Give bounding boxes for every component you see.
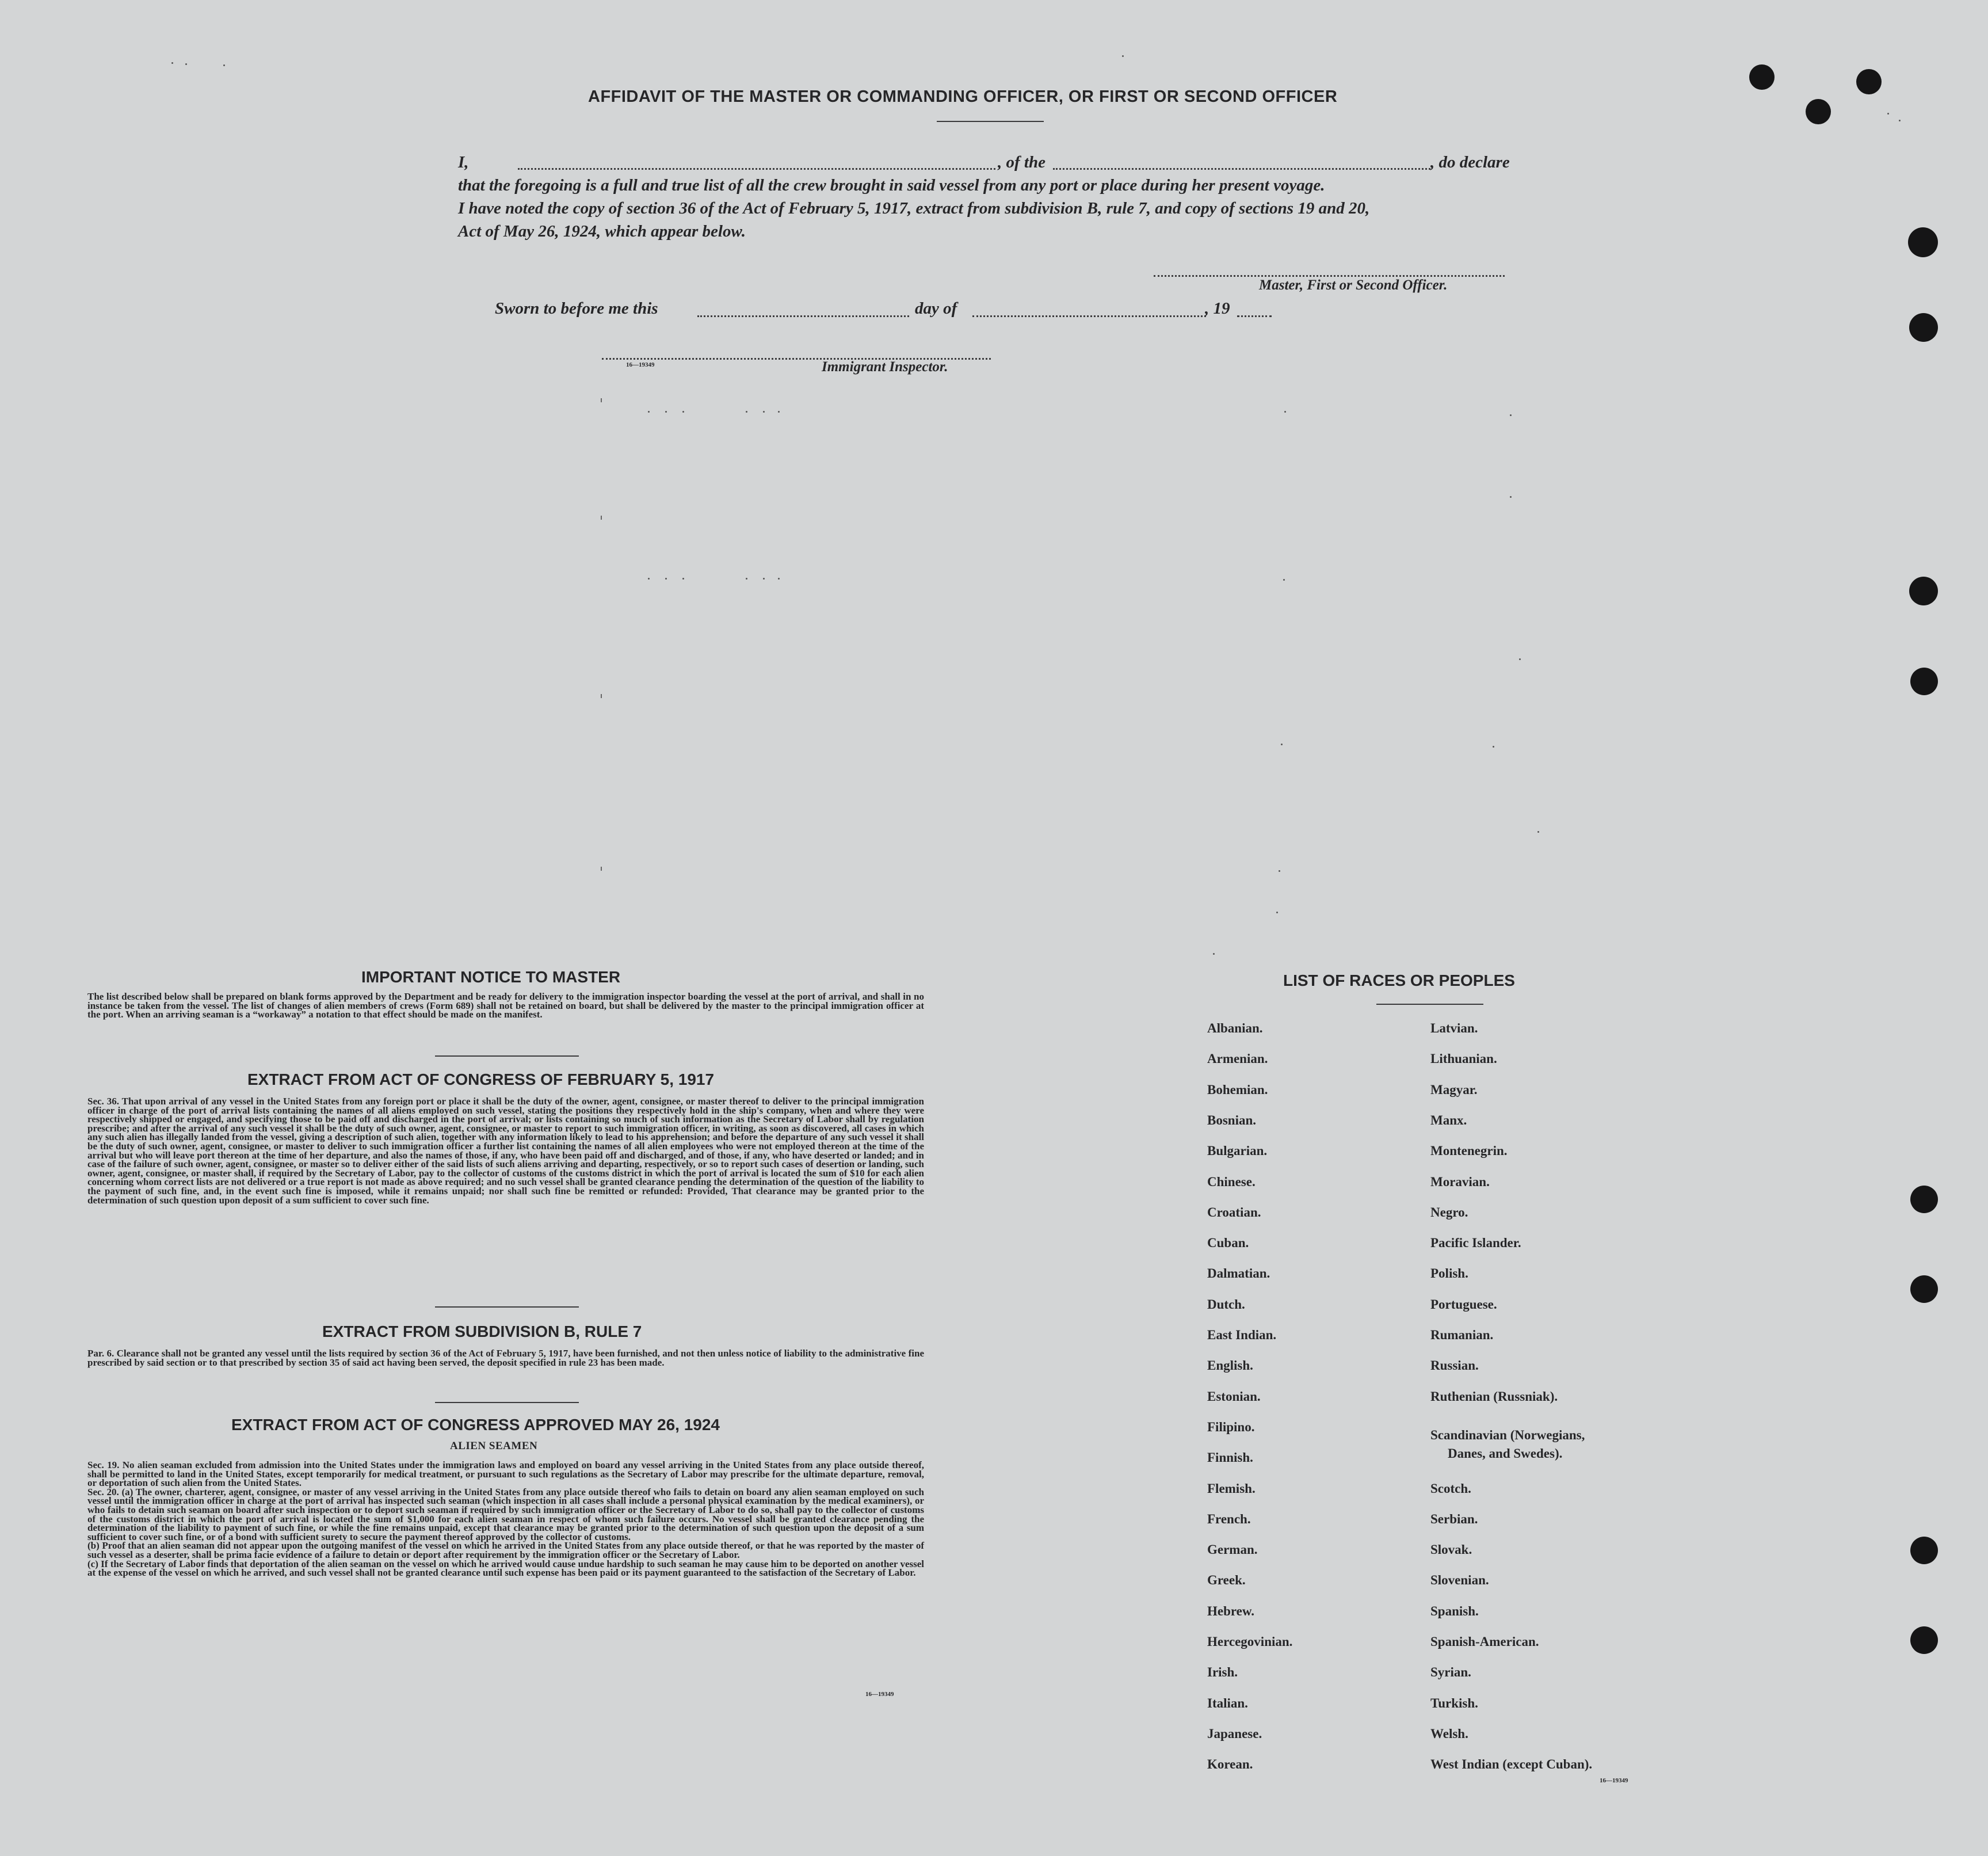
race-item: Scotch. (1430, 1481, 1471, 1496)
faint-mark (648, 411, 650, 413)
race-item: West Indian (except Cuban). (1430, 1757, 1593, 1771)
punch-hole (1908, 227, 1938, 257)
race-item: Albanian. (1207, 1021, 1263, 1035)
notice-title: IMPORTANT NOTICE TO MASTER (361, 968, 621, 986)
divider (435, 1306, 579, 1308)
race-item: Chinese. (1207, 1175, 1256, 1189)
affidavit-form-number: 16—19349 (626, 361, 655, 368)
sworn-label: Sworn to before me this (495, 299, 658, 318)
section-20a-text: Sec. 20. (a) The owner, charterer, agent, consignee, or master of any vessel arriving in the United States from any place outside thereof who fails to detain on board any alien seaman employed on such vessel until the immigration officer in charge at the port of arrival has inspected such seaman (which inspection in all cases shall include a personal physical examination by the medical examiners), or who fails to detain such seaman on board after such inspection or to deport such seaman if required by such immigration officer or the Secretary of Labor to do so, shall pay to the collector of customs of the customs district in which the port of arrival is located the sum of $1,000 for each alien seaman in respect of whom such failure occurs. No vessel shall be granted clearance pending the determination of the liability to payment of such fine, or while the fine remains unpaid, except that clearance may be granted prior to the determination of such question upon the deposit of a sum sufficient to cover such fine, or of a bond with sufficient surety to secure the payment thereof approved by the collector of customs. (87, 1486, 924, 1542)
race-item: French. (1207, 1512, 1251, 1526)
race-item: Bulgarian. (1207, 1144, 1268, 1158)
sworn-day-field[interactable] (697, 315, 909, 317)
faint-mark (1283, 579, 1285, 581)
race-item: Slovak. (1430, 1542, 1472, 1557)
master-signature-label: Master, First or Second Officer. (1259, 277, 1448, 293)
race-item: Danes, and Swedes). (1448, 1446, 1563, 1461)
faint-mark (1276, 912, 1278, 913)
race-item: Polish. (1430, 1266, 1468, 1280)
punch-hole (1910, 1275, 1938, 1303)
race-item: Korean. (1207, 1757, 1253, 1771)
faint-mark (682, 578, 684, 580)
race-item: Ruthenian (Russniak). (1430, 1389, 1558, 1404)
extract-form-number: 16—19349 (865, 1691, 894, 1698)
faint-mark (1122, 55, 1124, 57)
divider (435, 1055, 579, 1057)
race-item: English. (1207, 1358, 1253, 1373)
declarant-label: I, (458, 153, 469, 172)
faint-mark (601, 867, 602, 871)
declaration-line-4: Act of May 26, 1924, which appear below. (458, 222, 746, 241)
race-item: Lithuanian. (1430, 1051, 1497, 1066)
faint-mark (1510, 496, 1512, 498)
race-item: Syrian. (1430, 1665, 1471, 1679)
race-item: Filipino. (1207, 1420, 1255, 1434)
faint-mark (601, 398, 602, 402)
race-item: Turkish. (1430, 1696, 1478, 1710)
inspector-signature-label: Immigrant Inspector. (822, 359, 948, 375)
punch-hole (1910, 668, 1938, 695)
sworn-year-field[interactable] (1237, 315, 1272, 317)
faint-mark (1279, 870, 1280, 872)
extract-1917-text: Sec. 36. That upon arrival of any vessel in the United States from any foreign port or place it shall be the duty of the owner, agent, consignee, or master thereof to deliver to the principal immigration officer in charge of the port of arrival lists containing the names of all aliens employed on such vessel, stating the positions they respectively hold in the ship's company, when and where they were respectively shipped or engaged, and specifying those to be paid off and discharged in the port of arrival; or lists containing so much of such information as the Secretary of Labor shall by regulation prescribe; and after the arrival of any such vessel it shall be the duty of such owner, agent, consignee, or master to report to such immigration officer, in writing, as soon as discovered, all cases in which any such alien has illegally landed from the vessel, giving a description of such alien, together with any information likely to lead to his apprehension; and before the departure of any such vessel it shall be the duty of such owner, agent, consignee, or master to deliver to such immigration officer a further list containing the names of all alien employees who were not employed thereon at the time of the arrival but who will leave port thereon at the time of her departure, and also the names of those, if any, who have been paid off and discharged, and of those, if any, who have deserted or landed; and in case of the failure of such owner, agent, consignee, or master so to deliver either of the said lists of such aliens arriving and departing, respectively, or so to report such cases of desertion or landing, such owner, agent, consignee, or master shall, if required by the Secretary of Labor, pay to the collector of customs of the customs district in which the port of arrival is located the sum of $10 for each alien concerning whom correct lists are not delivered or a true report is not made as above required; and no such vessel shall be granted clearance pending the determination of the question of the liability to the payment of such fine, and, in the event such fine is imposed, while it remains unpaid; nor shall such fine be remitted or refunded: Provided, That clearance may be granted prior to the determination of such question upon deposit of a sum sufficient to cover such fine. (87, 1096, 924, 1206)
race-item: Welsh. (1430, 1727, 1468, 1741)
race-item: Russian. (1430, 1358, 1479, 1373)
faint-mark (223, 64, 225, 66)
faint-mark (763, 411, 765, 413)
extract-1917-title: EXTRACT FROM ACT OF CONGRESS OF FEBRUARY 5, 1917 (247, 1070, 715, 1088)
declarant-name-field[interactable] (518, 168, 995, 170)
faint-mark (601, 694, 602, 698)
declaration-line-2: that the foregoing is a full and true list of all the crew brought in said vessel from any port or place during her present voyage. (458, 176, 1325, 195)
race-item: Estonian. (1207, 1389, 1261, 1404)
punch-hole (1909, 577, 1938, 605)
race-item: Flemish. (1207, 1481, 1256, 1496)
section-20b-text: (b) Proof that an alien seaman did not appear upon the outgoing manifest of the vessel on which he arrived in the United States from any place outside thereof, or that he was reported by the master of such vessel as a deserter, shall be prima facie evidence of a failure to detain or deport after requirement by the immigration officer or the Secretary of Labor. (87, 1540, 924, 1560)
faint-mark (778, 578, 780, 580)
sworn-month-field[interactable] (972, 315, 1206, 317)
race-item: Pacific Islander. (1430, 1236, 1521, 1250)
alien-seamen-subtitle: ALIEN SEAMEN (450, 1440, 538, 1452)
faint-mark (746, 411, 747, 413)
divider (937, 121, 1044, 122)
faint-mark (682, 411, 684, 413)
race-item: Greek. (1207, 1573, 1246, 1587)
race-item: Hercegovinian. (1207, 1634, 1293, 1649)
divider (1376, 1004, 1483, 1005)
races-form-number: 16—19349 (1600, 1777, 1628, 1784)
master-signature-field[interactable] (1154, 275, 1505, 277)
race-item: Croatian. (1207, 1205, 1261, 1219)
race-item: Portuguese. (1430, 1297, 1497, 1312)
race-item: Montenegrin. (1430, 1144, 1508, 1158)
faint-mark (1887, 113, 1889, 115)
affidavit-title: AFFIDAVIT OF THE MASTER OR COMMANDING OFFICER, OR FIRST OR SECOND OFFICER (588, 87, 1338, 106)
faint-mark (778, 411, 780, 413)
faint-mark (1493, 746, 1494, 748)
race-item: Magyar. (1430, 1083, 1478, 1097)
race-item: Latvian. (1430, 1021, 1478, 1035)
faint-mark (601, 516, 602, 520)
punch-hole (1910, 1626, 1938, 1654)
extract-1924-title: EXTRACT FROM ACT OF CONGRESS APPROVED MAY 26, 1924 (231, 1416, 720, 1434)
race-item: Spanish-American. (1430, 1634, 1539, 1649)
race-item: Cuban. (1207, 1236, 1249, 1250)
race-item: Moravian. (1430, 1175, 1490, 1189)
vessel-label: , of the (998, 153, 1045, 172)
faint-mark (1899, 120, 1901, 121)
race-item: Spanish. (1430, 1604, 1479, 1618)
race-item: Japanese. (1207, 1727, 1262, 1741)
subdivision-b-title: EXTRACT FROM SUBDIVISION B, RULE 7 (322, 1323, 642, 1340)
faint-mark (746, 578, 747, 580)
punch-hole (1909, 313, 1938, 342)
section-20c-text: (c) If the Secretary of Labor finds that deportation of the alien seaman on the vessel on which he arrived would cause undue hardship to such seaman he may cause him to be deported on another vessel at the expense of the vessel on which he arrived, and such vessel shall not be granted clearance until such expense has been paid or its payment guaranteed to the satisfaction of the Secretary of Labor. (87, 1558, 924, 1579)
race-item: Manx. (1430, 1113, 1467, 1127)
race-item: East Indian. (1207, 1328, 1277, 1342)
faint-mark (1519, 658, 1521, 660)
race-item: Scandinavian (Norwegians, (1430, 1428, 1585, 1442)
extract-1924-text (87, 1461, 924, 1577)
punch-hole (1910, 1186, 1938, 1213)
race-item: Bosnian. (1207, 1113, 1257, 1127)
punch-hole (1806, 99, 1831, 124)
declare-label: , do declare (1430, 153, 1510, 172)
race-item: Slovenian. (1430, 1573, 1489, 1587)
race-item: Armenian. (1207, 1051, 1268, 1066)
punch-hole (1749, 64, 1775, 90)
punch-hole (1910, 1537, 1938, 1564)
faint-mark (1281, 744, 1283, 745)
race-item: Italian. (1207, 1696, 1248, 1710)
faint-mark (1213, 953, 1215, 955)
year-label: , 19 (1205, 299, 1230, 318)
notice-text: The list described below shall be prepared on blank forms approved by the Department and be ready for delivery to the immigration inspector boarding the vessel at the port of arrival, and shall in no instance be taken from the vessel. The list of changes of alien members of crews (Form 689) shall not be retained on board, but shall be delivered by the master to the principal immigration officer at the port. When an arriving seaman is a “workaway” a notation to that effect should be made on the manifest. (87, 991, 924, 1020)
faint-mark (665, 411, 667, 413)
vessel-name-field[interactable] (1053, 168, 1430, 170)
race-item: Irish. (1207, 1665, 1238, 1679)
race-item: Dutch. (1207, 1297, 1245, 1312)
faint-mark (1537, 831, 1539, 833)
race-item: Serbian. (1430, 1512, 1478, 1526)
race-item: Rumanian. (1430, 1328, 1494, 1342)
race-item: Hebrew. (1207, 1604, 1254, 1618)
declaration-line-3: I have noted the copy of section 36 of the Act of February 5, 1917, extract from subdivision B, rule 7, and copy of sections 19 and 20, (458, 199, 1370, 218)
punch-hole (1856, 69, 1882, 94)
faint-mark (665, 578, 667, 580)
faint-mark (1284, 411, 1286, 413)
race-item: Dalmatian. (1207, 1266, 1270, 1280)
races-title: LIST OF RACES OR PEOPLES (1283, 971, 1515, 989)
race-item: Finnish. (1207, 1450, 1253, 1465)
day-of-label: day of (915, 299, 957, 318)
race-item: Negro. (1430, 1205, 1468, 1219)
faint-mark (1510, 414, 1512, 416)
race-item: Bohemian. (1207, 1083, 1268, 1097)
divider (435, 1402, 579, 1403)
subdivision-b-text: Par. 6. Clearance shall not be granted any vessel until the lists required by section 36 of the Act of February 5, 1917, have been furnished, and not then unless notice of liability to the administrative fine prescribed by said section or to that prescribed by section 35 of said act having been served, the deposit specified in rule 23 has been made. (87, 1348, 924, 1368)
faint-mark (648, 578, 650, 580)
faint-mark (171, 62, 173, 64)
faint-mark (763, 578, 765, 580)
section-19-text: Sec. 19. No alien seaman excluded from admission into the United States under the immigration laws and employed on board any vessel arriving in the United States from any place outside thereof, shall be permitted to land in the United States, except temporarily for medical treatment, or pursuant to such regulations as the Secretary of Labor may prescribe for the ultimate departure, removal, or deportation of such alien from the United States. (87, 1459, 924, 1489)
faint-mark (185, 63, 187, 65)
race-item: German. (1207, 1542, 1258, 1557)
